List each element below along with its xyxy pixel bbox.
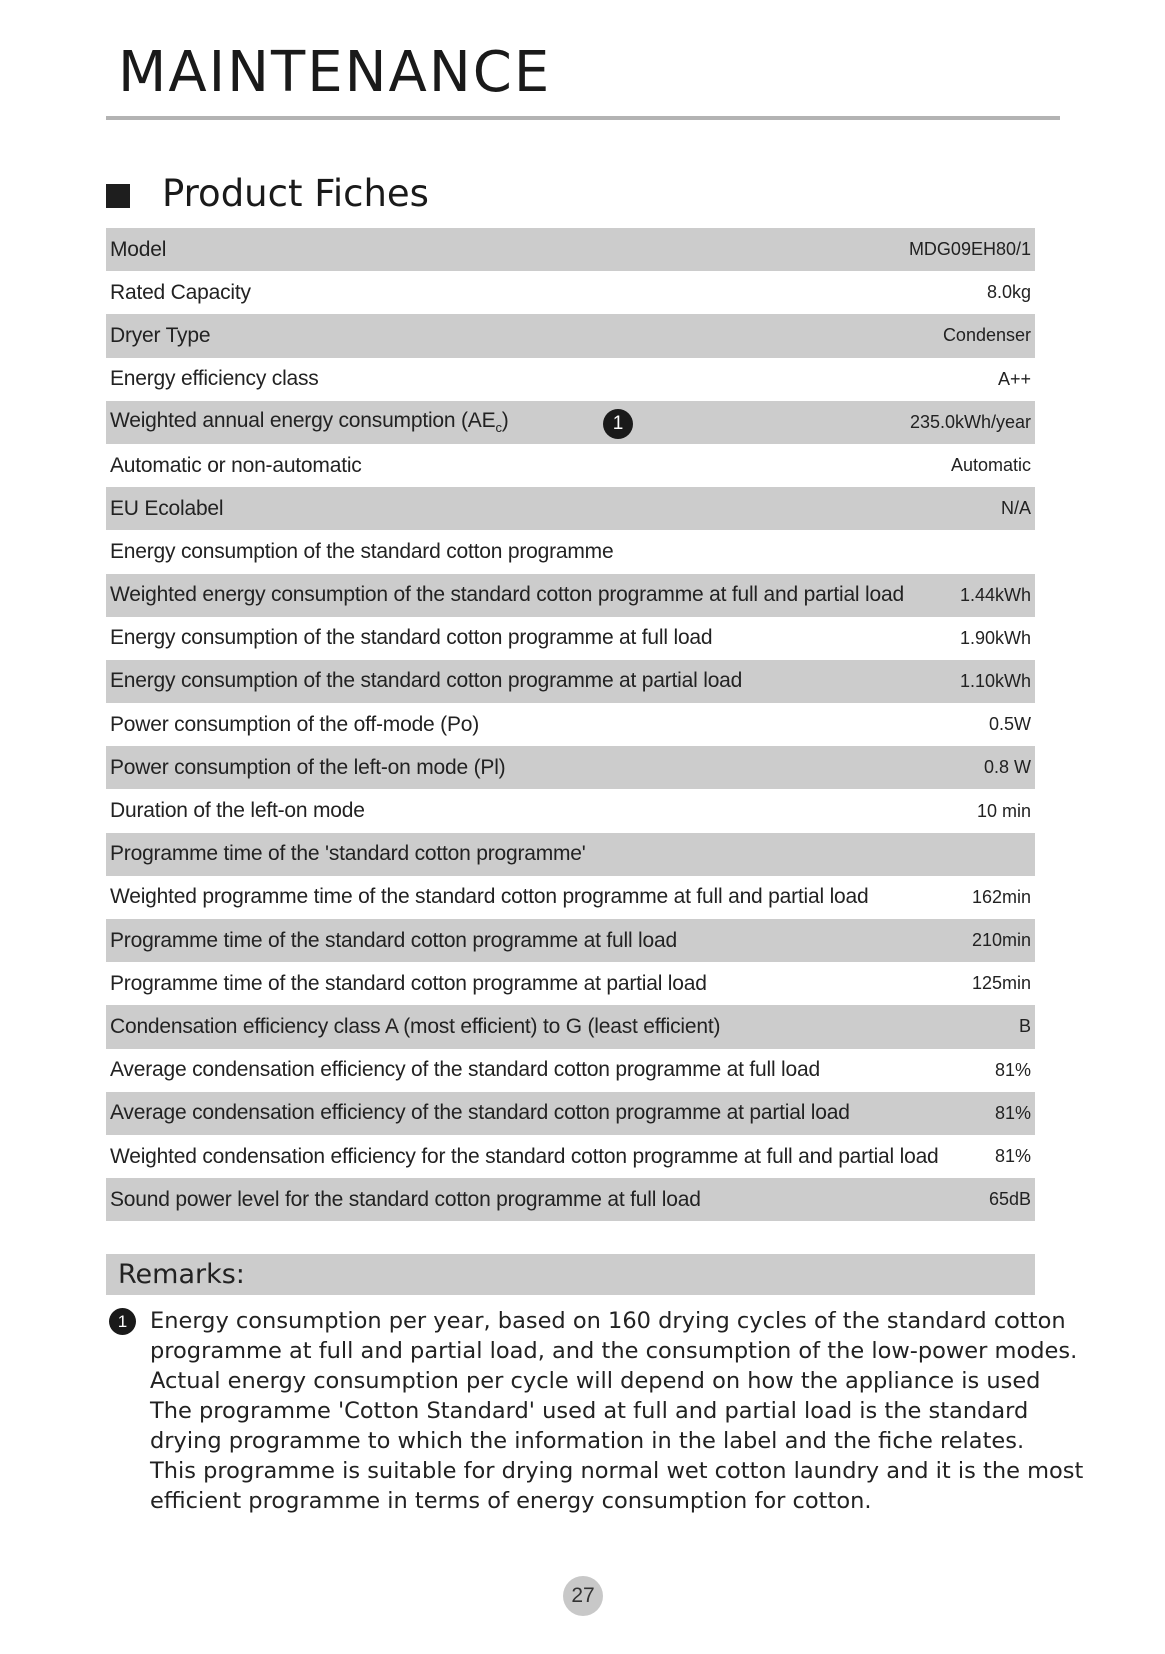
table-row — [106, 1049, 1035, 1092]
row-label: EU Ecolabel — [110, 496, 224, 520]
footnote-marker-icon: 1 — [109, 1308, 136, 1335]
row-value: N/A — [1000, 498, 1031, 519]
row-label: Model — [110, 237, 167, 261]
remarks-header — [106, 1254, 1035, 1295]
table-row — [106, 271, 1035, 314]
row-value: 65dB — [988, 1189, 1031, 1210]
row-label: Rated Capacity — [110, 280, 251, 304]
table-row — [106, 660, 1035, 703]
row-label: Average condensation efficiency of the standard cotton programme at full load — [110, 1058, 820, 1082]
table-row — [106, 1092, 1035, 1135]
table-row — [106, 358, 1035, 401]
row-label: Automatic or non-automatic — [110, 453, 362, 477]
row-value: 1.44kWh — [959, 584, 1031, 605]
row-label: Energy efficiency class — [110, 367, 319, 391]
page-title: MAINTENANCE — [118, 40, 552, 105]
remark-line: programme at full and partial load, and the consumption of the low-power modes. — [150, 1338, 1078, 1364]
table-row — [106, 876, 1035, 919]
table-row — [106, 228, 1035, 271]
remark-text — [150, 1306, 1084, 1516]
table-row — [106, 746, 1035, 789]
row-value: 235.0kWh/year — [909, 411, 1031, 432]
row-value: 0.8 W — [983, 757, 1031, 778]
row-label: Duration of the left-on mode — [110, 799, 365, 823]
row-value: B — [1018, 1016, 1031, 1037]
remarks-title: Remarks: — [118, 1259, 245, 1290]
row-label: Programme time of the standard cotton programme at full load — [110, 928, 677, 952]
row-label: Energy consumption of the standard cotton programme — [110, 539, 614, 563]
table-row — [106, 1178, 1035, 1221]
table-row — [106, 919, 1035, 962]
table-row — [106, 487, 1035, 530]
row-label: Weighted condensation efficiency for the standard cotton programme at full and partial load — [110, 1144, 939, 1168]
section-title: Product Fiches — [162, 172, 429, 215]
row-value: Condenser — [942, 325, 1031, 346]
table-row — [106, 703, 1035, 746]
row-label: Weighted programme time of the standard cotton programme at full and partial load — [110, 885, 869, 909]
table-row — [106, 962, 1035, 1005]
row-value: 81% — [994, 1059, 1031, 1080]
row-label: Average condensation efficiency of the standard cotton programme at partial load — [110, 1101, 850, 1125]
square-bullet-icon — [106, 184, 130, 208]
table-row — [106, 444, 1035, 487]
row-value: MDG09EH80/1 — [908, 239, 1031, 260]
remark-line: Energy consumption per year, based on 160 drying cycles of the standard cotton — [150, 1308, 1066, 1334]
remark-line: Actual energy consumption per cycle will depend on how the appliance is used — [150, 1368, 1041, 1394]
row-label: Energy consumption of the standard cotton programme at partial load — [110, 669, 743, 693]
row-value: 210min — [971, 930, 1031, 951]
table-row — [106, 1135, 1035, 1178]
row-value: 8.0kg — [986, 282, 1031, 303]
remark-line: This programme is suitable for drying normal wet cotton laundry and it is the most — [150, 1458, 1084, 1484]
page-number: 27 — [563, 1576, 603, 1616]
row-value: 0.5W — [988, 714, 1031, 735]
row-label: Programme time of the 'standard cotton programme' — [110, 842, 586, 866]
table-row — [106, 574, 1035, 617]
table-row — [106, 1005, 1035, 1048]
row-label: Energy consumption of the standard cotton programme at full load — [110, 626, 713, 650]
remark-line: drying programme to which the information in the label and the fiche relates. — [150, 1428, 1025, 1454]
table-row — [106, 401, 1035, 444]
row-value: 81% — [994, 1146, 1031, 1167]
footnote-marker-icon: 1 — [603, 409, 633, 439]
row-value: 1.10kWh — [959, 670, 1031, 691]
remark-line: efficient programme in terms of energy consumption for cotton. — [150, 1488, 872, 1514]
row-label: Condensation efficiency class A (most efficient) to G (least efficient) — [110, 1014, 721, 1038]
row-value: Automatic — [950, 455, 1031, 476]
row-value: 1.90kWh — [959, 627, 1031, 648]
row-label: Dryer Type — [110, 323, 211, 347]
row-value: 125min — [971, 973, 1031, 994]
row-label: Weighted annual energy consumption $(AE_c)$ — [110, 409, 509, 436]
product-fiche-table — [106, 228, 1035, 1221]
title-divider — [106, 116, 1060, 120]
row-value: 162min — [971, 886, 1031, 907]
row-label: Weighted energy consumption of the standard cotton programme at full and partial load — [110, 583, 904, 607]
table-row — [106, 314, 1035, 357]
row-label: Power consumption of the left-on mode (Pl) — [110, 755, 506, 779]
row-value: 10 min — [976, 800, 1031, 821]
table-row — [106, 833, 1035, 876]
row-label: Programme time of the standard cotton programme at partial load — [110, 971, 707, 995]
row-label: Power consumption of the off-mode (Po) — [110, 712, 480, 736]
row-label: Sound power level for the standard cotton programme at full load — [110, 1187, 701, 1211]
row-value: A++ — [997, 368, 1031, 389]
table-row — [106, 617, 1035, 660]
row-value: 81% — [994, 1102, 1031, 1123]
remark-line: The programme 'Cotton Standard' used at full and partial load is the standard — [150, 1398, 1029, 1424]
table-row — [106, 789, 1035, 832]
table-row — [106, 530, 1035, 573]
